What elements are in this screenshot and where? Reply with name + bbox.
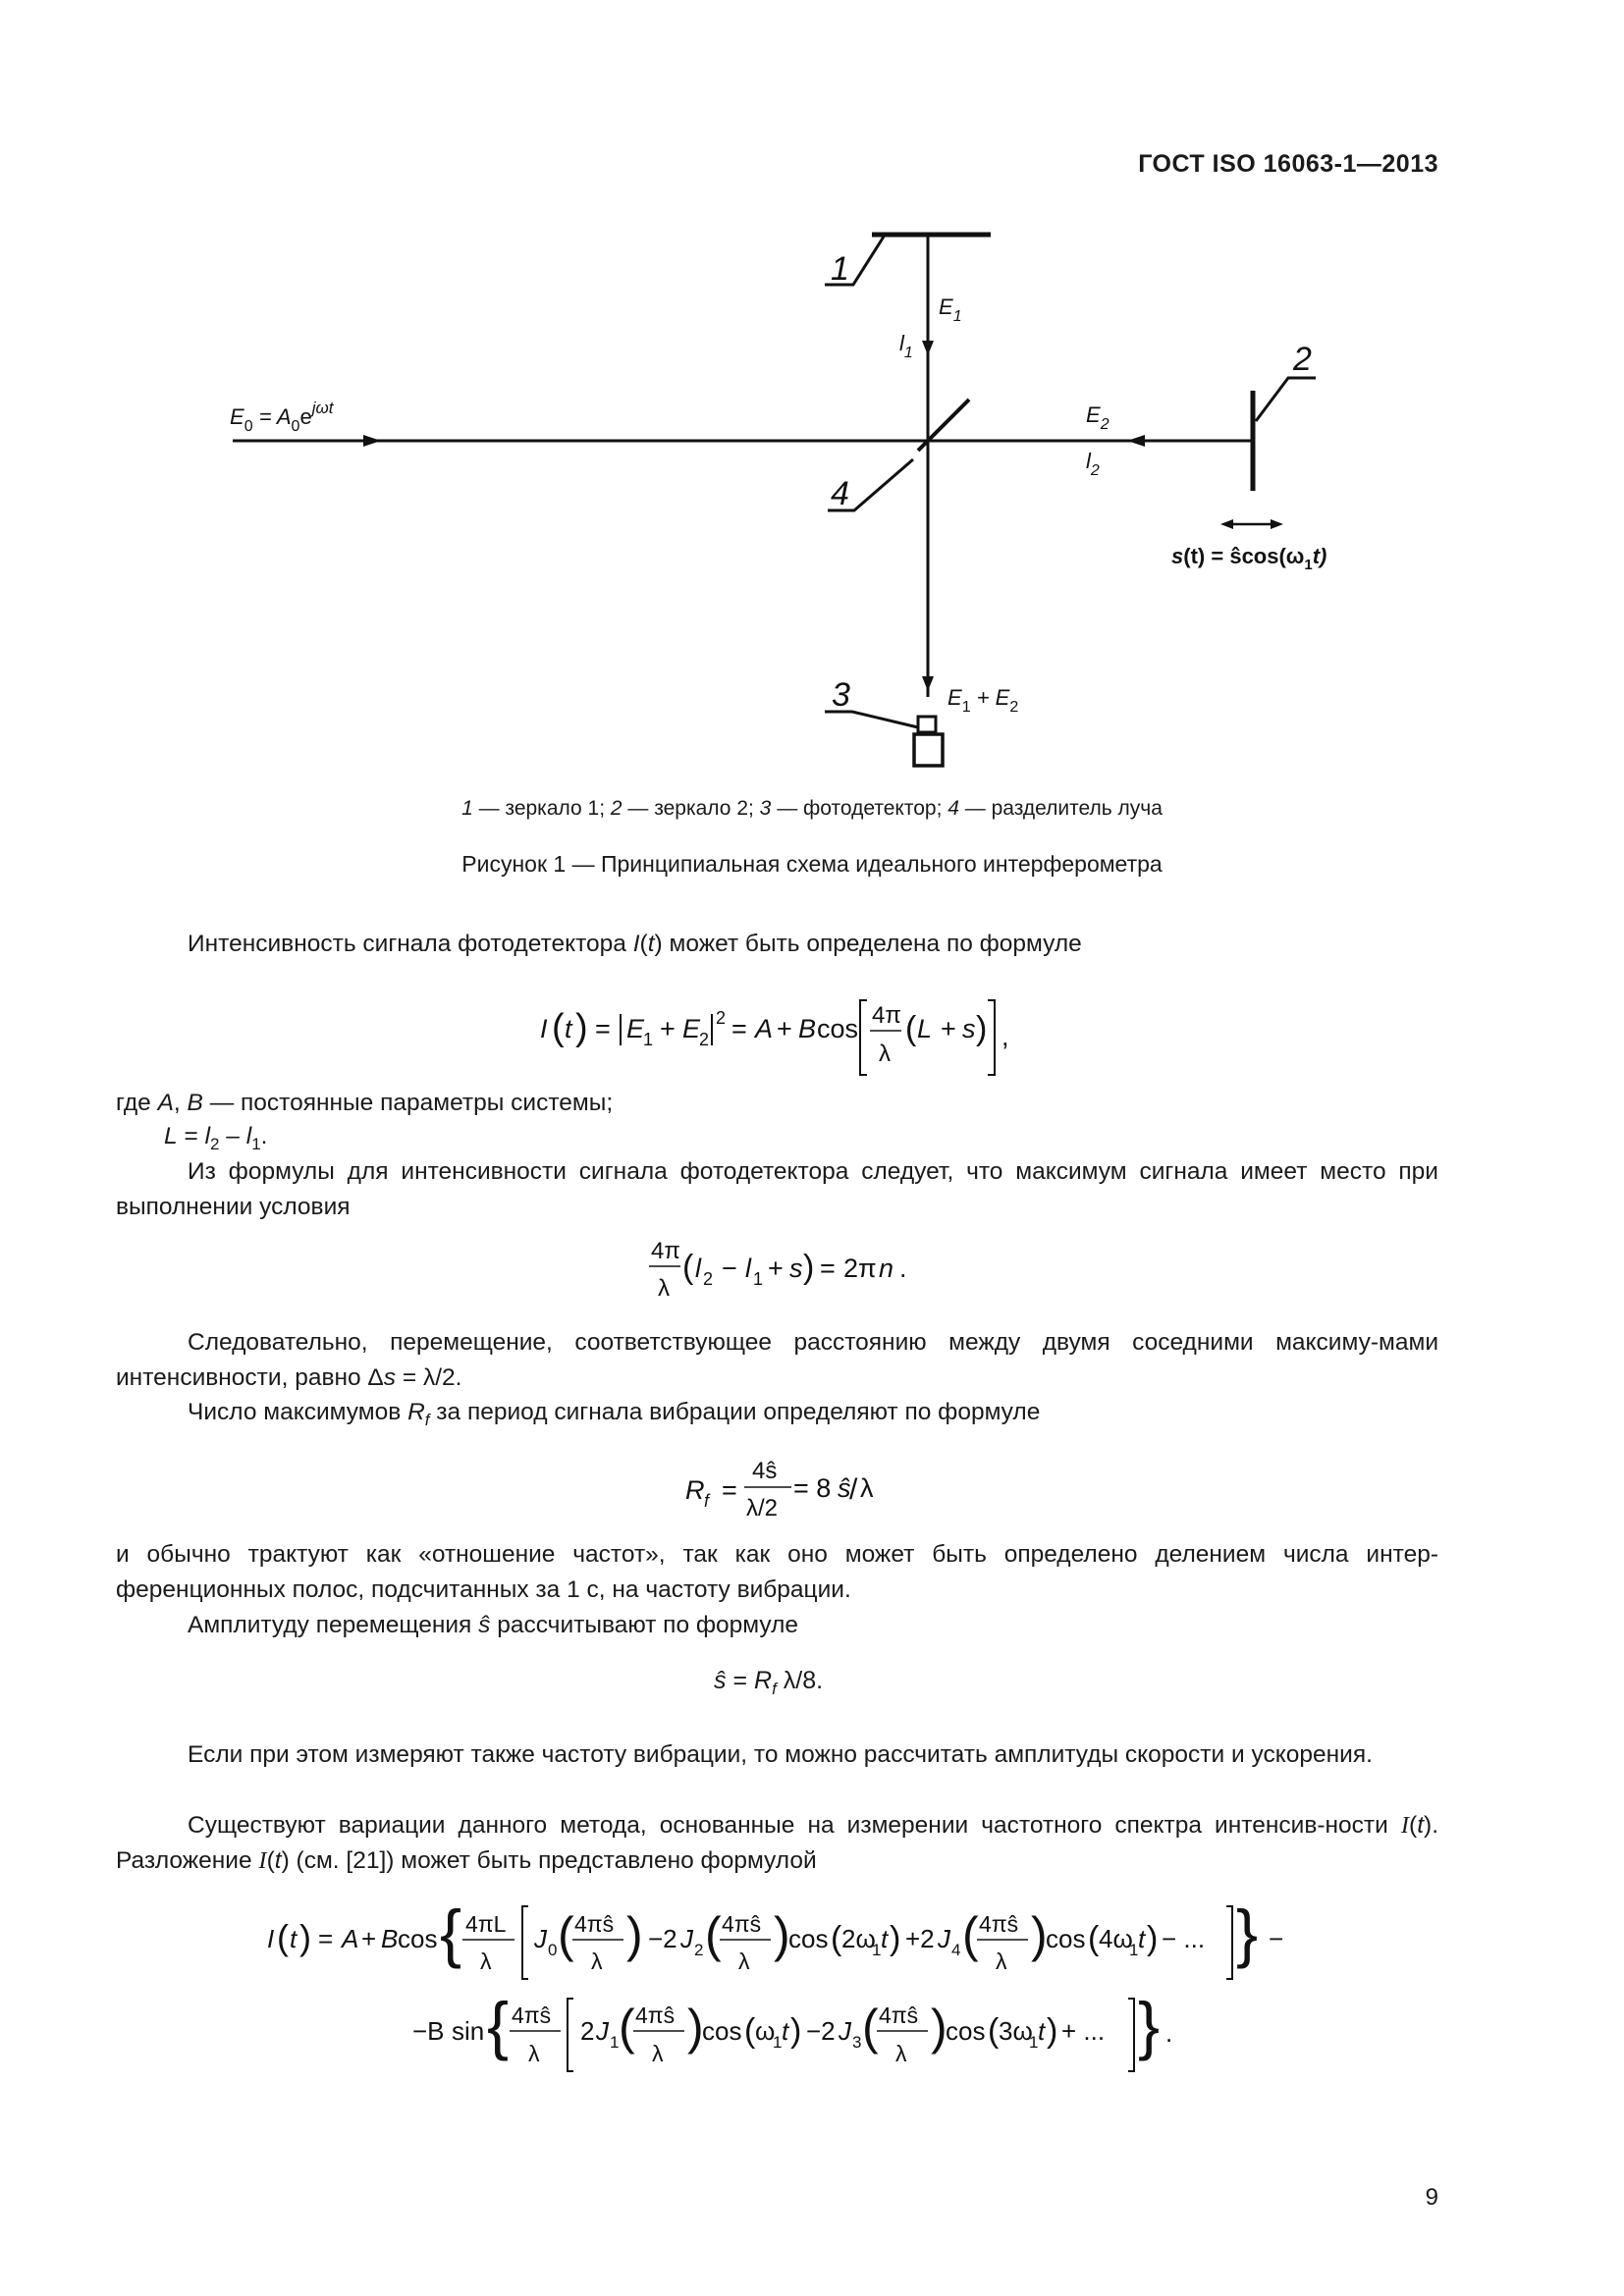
svg-text:I: I [267,1924,275,1953]
svg-text:(: ( [905,1010,917,1047]
svg-text:J: J [534,1924,547,1953]
svg-text:(: ( [962,1907,979,1962]
svg-text:+: + [660,1014,676,1043]
svg-text:=: = [595,1014,611,1043]
svg-text:I: I [540,1014,548,1043]
svg-text:1: 1 [610,2033,620,2052]
label-E0: $E_0 = A_0e^{j\omega t}$ [230,399,334,435]
svg-text:− ...: − ... [1162,1924,1206,1953]
svg-text:.: . [1165,2018,1173,2048]
svg-text:,: , [1001,1022,1009,1051]
svg-text:}: } [1236,1896,1259,1969]
svg-text:cos: cos [946,2016,986,2046]
svg-text:λ: λ [652,2041,664,2066]
paragraph-3: Следовательно, перемещение, соответствующее расстоянию между двумя соседними максиму-мами интенсивности, равно Δs = λ/2. [116,1329,1438,1391]
page-number: 9 [1425,2184,1438,2211]
svg-text:): ) [1147,1920,1159,1957]
svg-text:1: 1 [753,1269,764,1289]
svg-text:.: . [899,1254,907,1283]
paragraph-6: Амплитуду перемещения ŝ рассчитывают по формуле [188,1612,799,1638]
beam-splitter [918,400,969,451]
svg-text:cos: cos [702,2016,742,2046]
svg-text:A: A [755,1014,774,1043]
svg-text:n: n [879,1254,894,1283]
interferometer-figure [0,0,1624,805]
svg-text:/: / [849,1473,858,1506]
label-E1: $E_1$ [939,294,962,325]
paragraph-2: Из формулы для интенсивности сигнала фотодетектора следует, что максимум сигнала имеет место при выполнении условия [116,1158,1438,1220]
svg-text:2: 2 [694,1941,704,1959]
svg-text:4π: 4π [651,1238,680,1264]
svg-text:+: + [768,1254,784,1283]
svg-text:t: t [782,2016,789,2046]
svg-text:1: 1 [1129,1941,1139,1959]
svg-text:ω: ω [755,2016,776,2046]
svg-text:−: − [1269,1924,1284,1953]
svg-text:(: ( [744,2012,756,2050]
svg-text:4πŝ: 4πŝ [574,1911,615,1937]
svg-text:−: − [722,1254,737,1283]
svg-text:=: = [318,1924,334,1953]
paragraph-1: Интенсивность сигнала фотодетектора I(t) может быть определена по формуле [188,931,1082,957]
svg-text:1: 1 [872,1941,882,1959]
svg-text:s: s [789,1254,803,1283]
svg-text:−2: −2 [806,2016,836,2046]
svg-text:B: B [381,1924,399,1953]
where-line: где A, B — постоянные параметры системы; [116,1090,614,1116]
svg-text:1: 1 [643,1030,654,1049]
svg-text:λ/2: λ/2 [746,1495,779,1522]
svg-text:): ) [575,1007,588,1048]
svg-text:}: } [1138,1989,1161,2061]
svg-text:): ) [626,1907,643,1962]
svg-text:λ: λ [528,2041,540,2066]
svg-text:= 8: = 8 [793,1473,832,1503]
svg-text:(: ( [1088,1920,1100,1957]
svg-text:): ) [790,2012,802,2050]
svg-text:λ: λ [895,2041,907,2066]
label-2: 2 [1293,341,1312,378]
paragraph-4: Число максимумов $R_f$ за период сигнала вибрации определяют по формуле [188,1399,1041,1429]
motion-arrow-right [1271,519,1283,529]
label-l2: $l_2$ [1086,449,1100,479]
svg-text:t: t [1038,2016,1046,2046]
svg-text:3: 3 [852,2033,862,2052]
leader-2 [1256,378,1316,421]
svg-text:+ ...: + ... [1061,2016,1106,2046]
svg-text:(: ( [682,1249,694,1286]
svg-text:(: ( [988,2012,1000,2050]
svg-text:): ) [931,2000,947,2055]
svg-text:cos: cos [398,1924,438,1953]
svg-text:): ) [687,2000,704,2055]
formula-condition [643,1232,938,1310]
label-l1: $l_1$ [899,331,913,361]
formula-bessel-expansion [257,1895,1318,2081]
svg-text:L: L [917,1014,933,1043]
svg-text:2ω: 2ω [841,1924,876,1953]
svg-text:): ) [803,1249,815,1286]
motion-arrow-left [1220,519,1233,529]
svg-text:{: { [487,1989,510,2061]
svg-text:=: = [731,1014,747,1043]
arrow-down-detector [922,676,934,691]
svg-text:cos: cos [788,1924,829,1953]
paragraph-5: и обычно трактуют как «отношение частот», так как оно может быть определено делением числа интер-ференционных полос, подсчитанных за 1 с, на частоту вибрации. [116,1541,1438,1603]
L-definition: $L = l_2 - l_1$. [164,1123,268,1153]
svg-text:): ) [299,1917,311,1957]
label-E1-plus-E2: $E_1 + E_2$ [947,685,1019,716]
svg-text:λ: λ [996,1949,1007,1974]
figure-title: Рисунок 1 — Принципиальная схема идеального интерферометра [461,851,1163,877]
svg-text:4πŝ: 4πŝ [635,2002,676,2028]
svg-text:2π: 2π [843,1254,877,1283]
standard-header: ГОСТ ISO 16063-1—2013 [1138,150,1438,178]
svg-text:+: + [777,1014,792,1043]
svg-text:2: 2 [716,1008,727,1028]
detector-body [914,734,943,766]
svg-text:4π: 4π [872,1002,901,1029]
svg-text:t: t [1138,1924,1146,1953]
svg-text:2: 2 [580,2016,595,2046]
svg-text:(: ( [558,1907,574,1962]
svg-text:t: t [565,1014,572,1043]
svg-text:4πL: 4πL [465,1911,507,1937]
svg-text:λ: λ [860,1473,874,1503]
label-1: 1 [831,250,849,288]
svg-text:sin: sin [452,2016,485,2046]
detector-small [918,717,936,732]
svg-text:): ) [976,1010,988,1047]
svg-text:4: 4 [951,1941,961,1959]
label-4: 4 [831,475,849,512]
svg-text:J: J [680,1924,693,1953]
svg-text:=: = [820,1254,836,1283]
svg-text:R: R [685,1475,705,1505]
svg-text:t: t [290,1924,298,1953]
svg-text:ŝ: ŝ [838,1473,851,1503]
svg-text:cos: cos [817,1014,859,1043]
svg-text:J: J [596,2016,609,2046]
svg-text:0: 0 [548,1941,558,1959]
svg-text:s: s [962,1014,976,1043]
svg-text:4πŝ: 4πŝ [512,2002,552,2028]
svg-text:{: { [440,1896,462,1969]
svg-text:+: + [361,1924,377,1953]
svg-text:−B: −B [412,2016,445,2046]
svg-text:(: ( [831,1920,842,1957]
leader-3 [825,712,918,727]
svg-text:−2: −2 [648,1924,677,1953]
svg-text:λ: λ [658,1275,670,1302]
svg-text:t: t [881,1924,889,1953]
svg-text:E: E [682,1014,701,1043]
svg-text:λ: λ [480,1949,492,1974]
svg-text:4ω: 4ω [1099,1924,1133,1953]
svg-text:λ: λ [879,1041,891,1067]
svg-text:): ) [1031,1907,1048,1962]
svg-text:1: 1 [773,2033,783,2052]
svg-text:l: l [695,1254,701,1283]
svg-text:+2: +2 [905,1924,935,1953]
arrow-left-mirror2 [1127,435,1145,447]
label-3: 3 [832,676,850,714]
label-E2: $E_2$ [1086,402,1110,433]
svg-text:2: 2 [703,1269,714,1289]
formula-amplitude: ŝ = $R_f$ λ/8. [714,1667,824,1698]
formula-intensity [530,987,1041,1080]
svg-text:f: f [704,1491,710,1511]
formula-ratio [677,1451,903,1531]
svg-text:=: = [722,1475,737,1505]
svg-text:J: J [938,1924,950,1953]
svg-text:): ) [890,1920,901,1957]
svg-text:4πŝ: 4πŝ [722,1911,762,1937]
svg-text:4πŝ: 4πŝ [979,1911,1019,1937]
label-motion: $s(t) = ŝ\cos(\omega_1t)$ [1171,544,1327,573]
svg-text:(: ( [619,2000,635,2055]
svg-text:4πŝ: 4πŝ [879,2002,919,2028]
svg-text:+: + [941,1014,956,1043]
svg-text:J: J [839,2016,851,2046]
svg-text:(: ( [862,2000,879,2055]
svg-text:(: ( [277,1917,289,1957]
svg-text:): ) [1047,2012,1058,2050]
paragraph-7: Если при этом измеряют также частоту вибрации, то можно рассчитать амплитуды скорости и ускорения. [188,1741,1373,1768]
svg-text:λ: λ [738,1949,750,1974]
svg-text:3ω: 3ω [999,2016,1033,2046]
svg-text:E: E [626,1014,645,1043]
svg-text:1: 1 [1029,2033,1039,2052]
svg-text:A: A [342,1924,359,1953]
paragraph-8: Существуют вариации данного метода, основанные на измерении частотного спектра интенсив-ности I(t). Разложение I(t) (см. [21]) может быть представлено формулой [116,1812,1438,1874]
svg-text:2: 2 [699,1030,710,1049]
svg-text:l: l [745,1254,751,1283]
arrow-down-1 [922,341,934,355]
svg-text:cos: cos [1046,1924,1086,1953]
svg-text:λ: λ [591,1949,603,1974]
svg-text:(: ( [705,1907,722,1962]
svg-text:(: ( [552,1007,565,1048]
svg-text:): ) [774,1907,790,1962]
arrow-right-input [363,435,381,447]
svg-text:4ŝ: 4ŝ [752,1458,778,1484]
figure-legend: 1 — зеркало 1; 2 — зеркало 2; 3 — фотодетектор; 4 — разделитель луча [461,797,1163,820]
svg-text:B: B [798,1014,817,1043]
